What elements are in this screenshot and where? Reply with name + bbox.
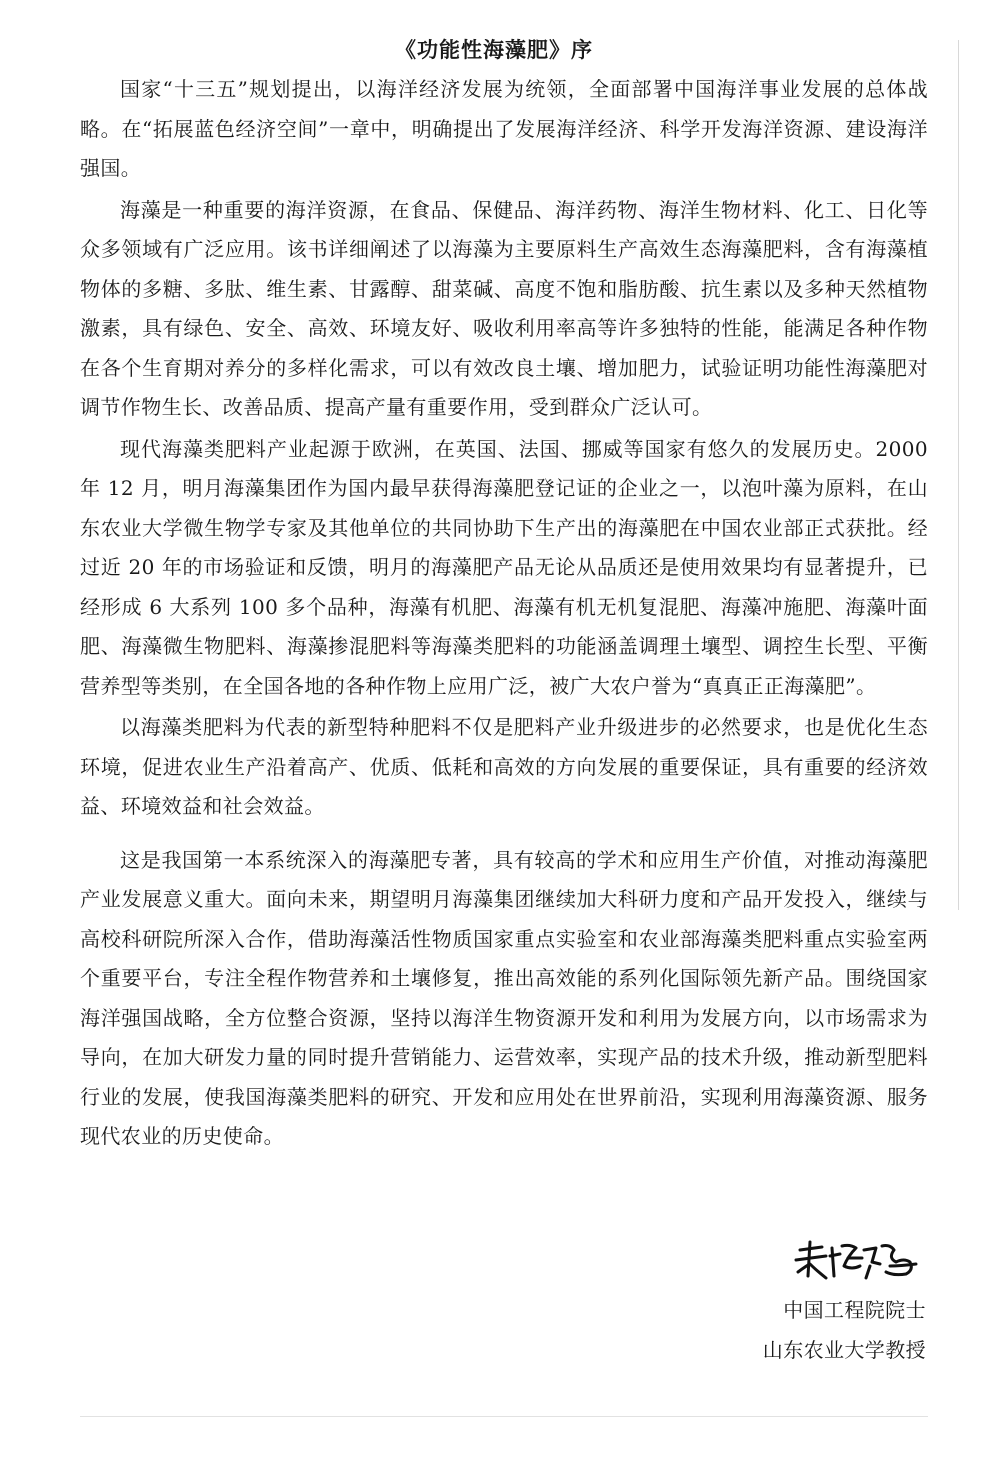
paragraph-2: 海藻是一种重要的海洋资源，在食品、保健品、海洋药物、海洋生物材料、化工、日化等众多领域有广泛应用。该书详细阐述了以海藻为主要原料生产高效生态海藻肥料，含有海藻植物体的多糖、多肽、维生素、甘露醇、甜菜碱、高度不饱和脂肪酸、抗生素以及多种天然植物激素，具有绿色、安全、高效、环境友好、吸收利用率高等许多独特的性能，能满足各种作物在各个生育期对养分的多样化需求，可以有效改良土壤、增加肥力，试验证明功能性海藻肥对调节作物生长、改善品质、提高产量有重要作用，受到群众广泛认可。 (80, 197, 928, 419)
document-title: 《功能性海藻肥》序 (395, 37, 593, 62)
paragraph-4: 以海藻类肥料为代表的新型特种肥料不仅是肥料产业升级进步的必然要求，也是优化生态环境，促进农业生产沿着高产、优质、低耗和高效的方向发展的重要保证，具有重要的经济效益、环境效益和社会效益。 (80, 715, 928, 818)
signer-title-academician: 中国工程院院士 (783, 1298, 926, 1322)
signer-title-professor: 山东农业大学教授 (762, 1338, 926, 1362)
bottom-divider (80, 1416, 928, 1417)
paragraph-5: 这是我国第一本系统深入的海藻肥专著，具有较高的学术和应用生产价值，对推动海藻肥产业发展意义重大。面向未来，期望明月海藻集团继续加大科研力度和产品开发投入，继续与高校科研院所深入合作，借助海藻活性物质国家重点实验室和农业部海藻类肥料重点实验室两个重要平台，专注全程作物营养和土壤修复，推出高效能的系列化国际领先新产品。围绕国家海洋强国战略，全方位整合资源，坚持以海洋生物资源开发和利用为发展方向，以市场需求为导向，在加大研发力量的同时提升营销能力、运营效率，实现产品的技术升级，推动新型肥料行业的发展，使我国海藻类肥料的研究、开发和应用处在世界前沿，实现利用海藻资源、服务现代农业的历史使命。 (80, 847, 928, 1148)
paragraph-3: 现代海藻类肥料产业起源于欧洲，在英国、法国、挪威等国家有悠久的发展历史。2000 年 12 月，明月海藻集团作为国内最早获得海藻肥登记证的企业之一，以泡叶藻为原料，在山东农业大学微生物学专家及其他单位的共同协助下生产出的海藻肥在中国农业部正式获批。经过近 20 年的市场验证和反馈，明月的海藻肥产品无论从品质还是使用效果均有显著提升，已经形成 6 大系列 100 多个品种，海藻有机肥、海藻有机无机复混肥、海藻冲施肥、海藻叶面肥、海藻微生物肥料、海藻掺混肥料等海藻类肥料的功能涵盖调理土壤型、调控生长型、平衡营养型等类别，在全国各地的各种作物上应用广泛，被广大农户誉为“真真正正海藻肥”。 (80, 436, 928, 698)
handwritten-signature (786, 1236, 926, 1286)
signature-block (666, 1236, 926, 1370)
paragraph-1: 国家“十三五”规划提出，以海洋经济发展为统领，全面部署中国海洋事业发展的总体战略。在“拓展蓝色经济空间”一章中，明确提出了发展海洋经济、科学开发海洋资源、建设海洋强国。 (80, 77, 928, 180)
right-margin-rule (958, 40, 959, 910)
document-body (80, 70, 928, 1157)
